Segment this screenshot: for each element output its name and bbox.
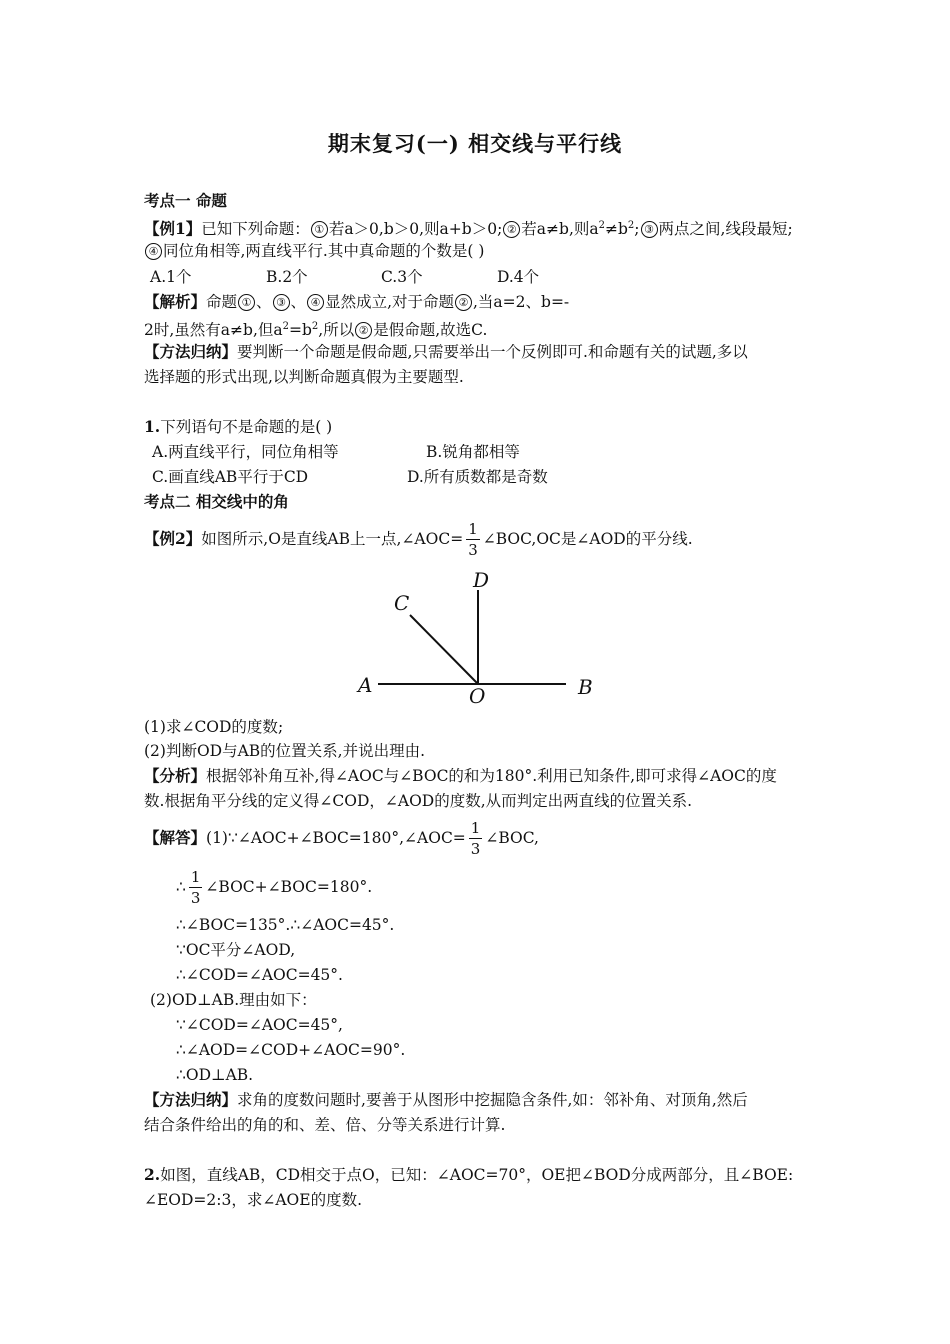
analysis1-line1: 【解析】命题 ① 、 ③ 、 ④ 显然成立,对于命题 ② ,当a=2、b=-: [144, 292, 570, 311]
answer-step4: ∴∠COD=∠AOC=45°.: [176, 966, 343, 984]
question1: 1.下列语句不是命题的是( ): [144, 417, 333, 436]
example1-option-d: D.4个: [497, 268, 540, 286]
method2-line1: 【方法归纳】求角的度数问题时,要善于从图形中挖掘隐含条件,如：邻补角、对顶角,然后: [144, 1090, 748, 1109]
example1-line1: 【例1】已知下列命题： ① 若a＞0,b＞0,则a+b＞0; ② 若a≠b,则$a^2\ne b^2$; ③ 两点之间,线段最短;: [144, 219, 793, 239]
section2-heading: 考点二 相交线中的角: [144, 492, 289, 511]
answer-part2: (2)OD⊥AB.理由如下：: [150, 991, 317, 1009]
page-title: 期末复习(一) 相交线与平行线: [327, 131, 623, 156]
answer-step3: ∵OC平分∠AOD,: [176, 941, 296, 959]
example2-sub1: (1)求∠COD的度数;: [144, 718, 284, 736]
question2-line2: ∠EOD=2:3，求∠AOE的度数.: [144, 1191, 362, 1209]
label-d: D: [473, 568, 490, 592]
example1-line2: ④ 同位角相等,两直线平行.其中真命题的个数是( ): [144, 241, 484, 261]
method2-tag: 【方法归纳】: [144, 1090, 238, 1109]
label-a: A: [358, 673, 373, 697]
method1-line1: 【方法归纳】要判断一个命题是假命题,只需要举出一个反例即可.和命题有关的试题,多以: [144, 342, 748, 361]
circled-2: ②: [503, 221, 520, 238]
example1-tag: 【例1】: [144, 219, 202, 239]
analysis2-line2: 数.根据角平分线的定义得∠COD，∠AOD的度数,从而判定出两直线的位置关系.: [144, 792, 693, 810]
fraction-one-third: $\frac{1}{3}$: [468, 520, 478, 559]
label-b: B: [578, 675, 593, 699]
analysis1-line2: 2时,虽然有a≠b,但$a^2=b^2$,所以 ② 是假命题,故选C.: [144, 321, 488, 340]
answer-step5: ∵∠COD=∠AOC=45°,: [176, 1016, 343, 1034]
question1-number: 1.: [144, 417, 161, 436]
question2-line1: 2.如图，直线AB，CD相交于点O，已知：∠AOC=70°，OE把∠BOD分成两部分，且∠BOE:: [144, 1165, 794, 1184]
analysis2-line1: 【分析】根据邻补角互补,得∠AOC与∠BOC的和为180°.利用已知条件,即可求得∠AOC的度: [144, 766, 777, 785]
question1-option-d: D.所有质数都是奇数: [407, 468, 548, 486]
circled-1: ①: [311, 221, 328, 238]
circled-4: ④: [145, 243, 162, 260]
answer-step1: ∴ $\frac{1}{3}$ ∠BOC+∠BOC=180°.: [176, 868, 373, 907]
question1-option-b: B.锐角都相等: [426, 443, 520, 461]
method2-line2: 结合条件给出的角的和、差、倍、分等关系进行计算.: [144, 1116, 506, 1134]
question1-option-a: A.两直线平行，同位角相等: [152, 443, 339, 461]
example2-sub2: (2)判断OD与AB的位置关系,并说出理由.: [144, 742, 426, 760]
circled-3: ③: [641, 221, 658, 238]
method1-tag: 【方法归纳】: [144, 342, 238, 361]
answer-tag: 【解答】: [144, 828, 207, 847]
geometry-figure: [350, 565, 610, 710]
analysis1-tag: 【解析】: [144, 292, 207, 311]
example1-option-a: A.1个: [150, 268, 192, 286]
analysis2-tag: 【分析】: [144, 766, 207, 785]
answer-line1: 【解答】(1)∵∠AOC+∠BOC=180°,∠AOC= $\frac{1}{3}$ ∠BOC,: [144, 819, 539, 858]
example1-option-b: B.2个: [266, 268, 308, 286]
example2-line: 【例2】如图所示,O是直线AB上一点,∠AOC= $\frac{1}{3}$ ∠BOC,OC是∠AOD的平分线.: [144, 520, 693, 559]
answer-step6: ∴∠AOD=∠COD+∠AOC=90°.: [176, 1041, 406, 1059]
answer-step7: ∴OD⊥AB.: [176, 1066, 254, 1084]
answer-step2: ∴∠BOC=135°.∴∠AOC=45°.: [176, 916, 395, 934]
label-c: C: [394, 591, 410, 615]
example1-option-c: C.3个: [381, 268, 423, 286]
label-o: O: [469, 684, 486, 708]
example2-tag: 【例2】: [144, 529, 202, 548]
question1-option-c: C.画直线AB平行于CD: [152, 468, 309, 486]
question2-number: 2.: [144, 1165, 161, 1184]
ray-oc: [410, 615, 478, 684]
method1-line2: 选择题的形式出现,以判断命题真假为主要题型.: [144, 368, 464, 386]
section1-heading: 考点一 命题: [144, 191, 227, 210]
